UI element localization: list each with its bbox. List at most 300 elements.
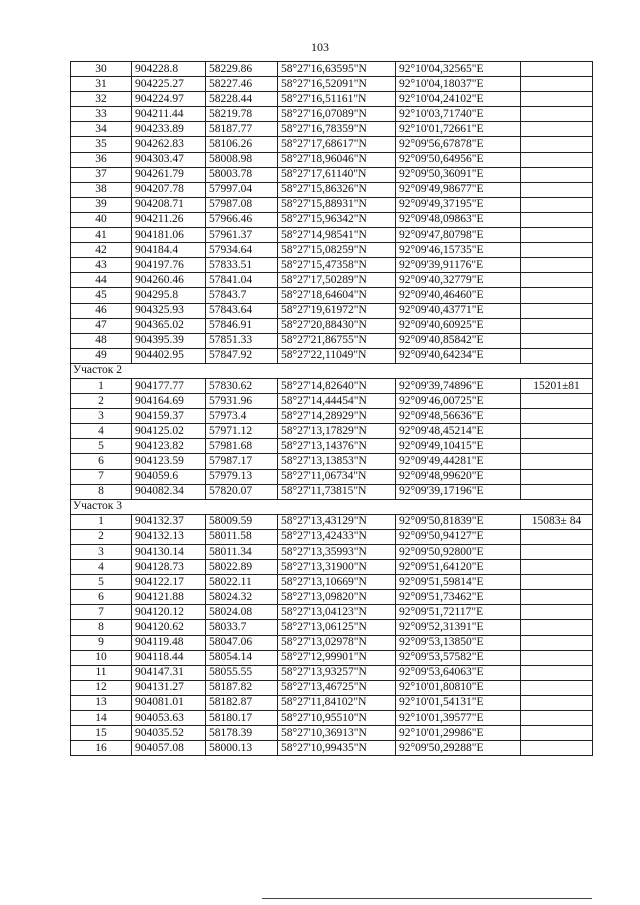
longitude-cell: 92°09'39,17196"E: [396, 484, 521, 499]
point-number-cell: 8: [71, 620, 132, 635]
y-coordinate-cell: 58106.26: [206, 137, 278, 152]
longitude-cell: 92°10'01,29986"E: [396, 726, 521, 741]
longitude-cell: 92°09'47,80798"E: [396, 228, 521, 243]
longitude-cell: 92°09'40,85842"E: [396, 333, 521, 348]
table-row: [71, 726, 593, 741]
longitude-cell: 92°09'40,43771"E: [396, 303, 521, 318]
point-number-cell: 37: [71, 167, 132, 182]
point-number-cell: 11: [71, 665, 132, 680]
latitude-cell: 58°27'13,06125"N: [278, 620, 396, 635]
y-coordinate-cell: 58008.98: [206, 152, 278, 167]
section-title: Участок 3: [71, 499, 593, 514]
table-row: [71, 92, 593, 107]
table-row: [71, 77, 593, 92]
area-cell: [521, 665, 593, 680]
y-coordinate-cell: 57851.33: [206, 333, 278, 348]
x-coordinate-cell: 904261.79: [132, 167, 206, 182]
table-row: [71, 303, 593, 318]
latitude-cell: 58°27'13,93257"N: [278, 665, 396, 680]
table-row: [71, 273, 593, 288]
table-row: [71, 454, 593, 469]
x-coordinate-cell: 904125.02: [132, 424, 206, 439]
x-coordinate-cell: 904402.95: [132, 348, 206, 363]
latitude-cell: 58°27'14,82640"N: [278, 378, 396, 393]
y-coordinate-cell: 58047.06: [206, 635, 278, 650]
y-coordinate-cell: 58182.87: [206, 695, 278, 710]
x-coordinate-cell: 904122.17: [132, 575, 206, 590]
point-number-cell: 1: [71, 514, 132, 529]
x-coordinate-cell: 904128.73: [132, 560, 206, 575]
y-coordinate-cell: 57987.08: [206, 197, 278, 212]
area-cell: [521, 409, 593, 424]
latitude-cell: 58°27'22,11049"N: [278, 348, 396, 363]
table-row: [71, 695, 593, 710]
y-coordinate-cell: 57961.37: [206, 228, 278, 243]
longitude-cell: 92°10'01,39577"E: [396, 711, 521, 726]
y-coordinate-cell: 58009.59: [206, 514, 278, 529]
area-cell: [521, 560, 593, 575]
y-coordinate-cell: 58054.14: [206, 650, 278, 665]
point-number-cell: 4: [71, 424, 132, 439]
latitude-cell: 58°27'13,43129"N: [278, 514, 396, 529]
table-row: [71, 197, 593, 212]
point-number-cell: 2: [71, 394, 132, 409]
point-number-cell: 31: [71, 77, 132, 92]
latitude-cell: 58°27'13,04123"N: [278, 605, 396, 620]
x-coordinate-cell: 904121.88: [132, 590, 206, 605]
latitude-cell: 58°27'10,99435"N: [278, 741, 396, 756]
x-coordinate-cell: 904228.8: [132, 62, 206, 77]
coordinates-table: [70, 61, 593, 756]
point-number-cell: 5: [71, 439, 132, 454]
longitude-cell: 92°09'40,60925"E: [396, 318, 521, 333]
longitude-cell: 92°09'39,74896"E: [396, 378, 521, 393]
latitude-cell: 58°27'15,96342"N: [278, 212, 396, 227]
latitude-cell: 58°27'14,28929"N: [278, 409, 396, 424]
latitude-cell: 58°27'19,61972"N: [278, 303, 396, 318]
x-coordinate-cell: 904119.48: [132, 635, 206, 650]
latitude-cell: 58°27'13,02978"N: [278, 635, 396, 650]
longitude-cell: 92°09'56,67878"E: [396, 137, 521, 152]
longitude-cell: 92°09'40,64234"E: [396, 348, 521, 363]
table-row: [71, 529, 593, 544]
longitude-cell: 92°09'51,59814"E: [396, 575, 521, 590]
table-row: [71, 560, 593, 575]
point-number-cell: 47: [71, 318, 132, 333]
x-coordinate-cell: 904059.6: [132, 469, 206, 484]
x-coordinate-cell: 904081.01: [132, 695, 206, 710]
latitude-cell: 58°27'13,17829"N: [278, 424, 396, 439]
table-row: [71, 424, 593, 439]
point-number-cell: 10: [71, 650, 132, 665]
longitude-cell: 92°09'51,73462"E: [396, 590, 521, 605]
latitude-cell: 58°27'11,06734"N: [278, 469, 396, 484]
latitude-cell: 58°27'20,88430"N: [278, 318, 396, 333]
section-title: Участок 2: [71, 363, 593, 378]
latitude-cell: 58°27'13,42433"N: [278, 529, 396, 544]
point-number-cell: 33: [71, 107, 132, 122]
area-cell: 15201±81: [521, 378, 593, 393]
section-header-row: [71, 363, 593, 378]
x-coordinate-cell: 904225.27: [132, 77, 206, 92]
area-cell: [521, 333, 593, 348]
latitude-cell: 58°27'15,47358"N: [278, 258, 396, 273]
area-cell: [521, 303, 593, 318]
area-cell: [521, 212, 593, 227]
longitude-cell: 92°09'52,31391"E: [396, 620, 521, 635]
x-coordinate-cell: 904211.44: [132, 107, 206, 122]
point-number-cell: 43: [71, 258, 132, 273]
area-cell: [521, 650, 593, 665]
y-coordinate-cell: 57833.51: [206, 258, 278, 273]
x-coordinate-cell: 904035.52: [132, 726, 206, 741]
table-row: [71, 122, 593, 137]
y-coordinate-cell: 58219.78: [206, 107, 278, 122]
latitude-cell: 58°27'15,86326"N: [278, 182, 396, 197]
longitude-cell: 92°09'50,64956"E: [396, 152, 521, 167]
longitude-cell: 92°09'49,10415"E: [396, 439, 521, 454]
point-number-cell: 45: [71, 288, 132, 303]
x-coordinate-cell: 904130.14: [132, 545, 206, 560]
latitude-cell: 58°27'13,31900"N: [278, 560, 396, 575]
longitude-cell: 92°09'51,72117"E: [396, 605, 521, 620]
y-coordinate-cell: 57843.7: [206, 288, 278, 303]
table-row: [71, 620, 593, 635]
point-number-cell: 41: [71, 228, 132, 243]
latitude-cell: 58°27'21,86755"N: [278, 333, 396, 348]
table-row: [71, 394, 593, 409]
x-coordinate-cell: 904132.13: [132, 529, 206, 544]
longitude-cell: 92°09'48,56636"E: [396, 409, 521, 424]
latitude-cell: 58°27'17,50289"N: [278, 273, 396, 288]
x-coordinate-cell: 904260.46: [132, 273, 206, 288]
y-coordinate-cell: 57843.64: [206, 303, 278, 318]
x-coordinate-cell: 904120.12: [132, 605, 206, 620]
point-number-cell: 39: [71, 197, 132, 212]
table-row: [71, 711, 593, 726]
y-coordinate-cell: 58003.78: [206, 167, 278, 182]
latitude-cell: 58°27'15,88931"N: [278, 197, 396, 212]
table-row: [71, 182, 593, 197]
y-coordinate-cell: 58187.77: [206, 122, 278, 137]
table-row: [71, 288, 593, 303]
x-coordinate-cell: 904208.71: [132, 197, 206, 212]
area-cell: [521, 182, 593, 197]
y-coordinate-cell: 58229.86: [206, 62, 278, 77]
y-coordinate-cell: 57966.46: [206, 212, 278, 227]
table-row: [71, 545, 593, 560]
longitude-cell: 92°09'39,91176"E: [396, 258, 521, 273]
table-row: [71, 590, 593, 605]
point-number-cell: 14: [71, 711, 132, 726]
x-coordinate-cell: 904211.26: [132, 212, 206, 227]
x-coordinate-cell: 904197.76: [132, 258, 206, 273]
table-row: [71, 62, 593, 77]
longitude-cell: 92°09'40,46460"E: [396, 288, 521, 303]
x-coordinate-cell: 904262.83: [132, 137, 206, 152]
longitude-cell: 92°09'50,92800"E: [396, 545, 521, 560]
y-coordinate-cell: 58011.34: [206, 545, 278, 560]
point-number-cell: 2: [71, 529, 132, 544]
x-coordinate-cell: 904207.78: [132, 182, 206, 197]
area-cell: [521, 107, 593, 122]
y-coordinate-cell: 57971.12: [206, 424, 278, 439]
point-number-cell: 35: [71, 137, 132, 152]
latitude-cell: 58°27'16,78359"N: [278, 122, 396, 137]
table-row: [71, 212, 593, 227]
y-coordinate-cell: 58024.08: [206, 605, 278, 620]
latitude-cell: 58°27'13,46725"N: [278, 680, 396, 695]
point-number-cell: 42: [71, 243, 132, 258]
longitude-cell: 92°10'04,32565"E: [396, 62, 521, 77]
x-coordinate-cell: 904123.59: [132, 454, 206, 469]
latitude-cell: 58°27'14,44454"N: [278, 394, 396, 409]
x-coordinate-cell: 904325.93: [132, 303, 206, 318]
table-row: [71, 409, 593, 424]
y-coordinate-cell: 58011.58: [206, 529, 278, 544]
area-cell: [521, 711, 593, 726]
area-cell: [521, 77, 593, 92]
table-row: [71, 680, 593, 695]
area-cell: [521, 590, 593, 605]
y-coordinate-cell: 57830.62: [206, 378, 278, 393]
table-row: [71, 167, 593, 182]
latitude-cell: 58°27'17,61140"N: [278, 167, 396, 182]
table-row: [71, 665, 593, 680]
point-number-cell: 36: [71, 152, 132, 167]
area-cell: [521, 484, 593, 499]
x-coordinate-cell: 904177.77: [132, 378, 206, 393]
longitude-cell: 92°09'50,81839"E: [396, 514, 521, 529]
area-cell: [521, 575, 593, 590]
area-cell: [521, 726, 593, 741]
y-coordinate-cell: 58022.89: [206, 560, 278, 575]
x-coordinate-cell: 904303.47: [132, 152, 206, 167]
area-cell: 15083± 84: [521, 514, 593, 529]
x-coordinate-cell: 904120.62: [132, 620, 206, 635]
longitude-cell: 92°09'49,98677"E: [396, 182, 521, 197]
table-row: [71, 575, 593, 590]
y-coordinate-cell: 57846.91: [206, 318, 278, 333]
table-row: [71, 333, 593, 348]
x-coordinate-cell: 904295.8: [132, 288, 206, 303]
y-coordinate-cell: 58178.39: [206, 726, 278, 741]
latitude-cell: 58°27'13,10669"N: [278, 575, 396, 590]
area-cell: [521, 469, 593, 484]
table-row: [71, 741, 593, 756]
x-coordinate-cell: 904053.63: [132, 711, 206, 726]
y-coordinate-cell: 57973.4: [206, 409, 278, 424]
latitude-cell: 58°27'16,52091"N: [278, 77, 396, 92]
x-coordinate-cell: 904395.39: [132, 333, 206, 348]
table-row: [71, 152, 593, 167]
y-coordinate-cell: 57981.68: [206, 439, 278, 454]
y-coordinate-cell: 57931.96: [206, 394, 278, 409]
point-number-cell: 48: [71, 333, 132, 348]
x-coordinate-cell: 904123.82: [132, 439, 206, 454]
table-row: [71, 635, 593, 650]
latitude-cell: 58°27'13,35993"N: [278, 545, 396, 560]
area-cell: [521, 122, 593, 137]
point-number-cell: 5: [71, 575, 132, 590]
latitude-cell: 58°27'15,08259"N: [278, 243, 396, 258]
table-row: [71, 228, 593, 243]
area-cell: [521, 439, 593, 454]
area-cell: [521, 695, 593, 710]
longitude-cell: 92°09'48,99620"E: [396, 469, 521, 484]
area-cell: [521, 620, 593, 635]
area-cell: [521, 197, 593, 212]
longitude-cell: 92°09'40,32779"E: [396, 273, 521, 288]
y-coordinate-cell: 57934.64: [206, 243, 278, 258]
table-row: [71, 439, 593, 454]
y-coordinate-cell: 57987.17: [206, 454, 278, 469]
latitude-cell: 58°27'11,84102"N: [278, 695, 396, 710]
latitude-cell: 58°27'18,96046"N: [278, 152, 396, 167]
table-row: [71, 258, 593, 273]
latitude-cell: 58°27'10,36913"N: [278, 726, 396, 741]
area-cell: [521, 529, 593, 544]
table-row: [71, 378, 593, 393]
point-number-cell: 15: [71, 726, 132, 741]
latitude-cell: 58°27'13,13853"N: [278, 454, 396, 469]
y-coordinate-cell: 57820.07: [206, 484, 278, 499]
x-coordinate-cell: 904057.08: [132, 741, 206, 756]
y-coordinate-cell: 58187.82: [206, 680, 278, 695]
point-number-cell: 9: [71, 635, 132, 650]
point-number-cell: 38: [71, 182, 132, 197]
latitude-cell: 58°27'13,14376"N: [278, 439, 396, 454]
area-cell: [521, 288, 593, 303]
area-cell: [521, 545, 593, 560]
latitude-cell: 58°27'10,95510"N: [278, 711, 396, 726]
latitude-cell: 58°27'16,51161"N: [278, 92, 396, 107]
x-coordinate-cell: 904147.31: [132, 665, 206, 680]
y-coordinate-cell: 57979.13: [206, 469, 278, 484]
longitude-cell: 92°10'01,72661"E: [396, 122, 521, 137]
longitude-cell: 92°09'50,36091"E: [396, 167, 521, 182]
longitude-cell: 92°09'53,57582"E: [396, 650, 521, 665]
longitude-cell: 92°10'04,18037"E: [396, 77, 521, 92]
y-coordinate-cell: 58022.11: [206, 575, 278, 590]
point-number-cell: 7: [71, 605, 132, 620]
longitude-cell: 92°09'49,44281"E: [396, 454, 521, 469]
area-cell: [521, 318, 593, 333]
section-header-row: [71, 499, 593, 514]
table-row: [71, 650, 593, 665]
table-row: [71, 243, 593, 258]
longitude-cell: 92°09'51,64120"E: [396, 560, 521, 575]
point-number-cell: 16: [71, 741, 132, 756]
point-number-cell: 6: [71, 454, 132, 469]
area-cell: [521, 243, 593, 258]
x-coordinate-cell: 904181.06: [132, 228, 206, 243]
table-row: [71, 348, 593, 363]
x-coordinate-cell: 904365.02: [132, 318, 206, 333]
point-number-cell: 6: [71, 590, 132, 605]
longitude-cell: 92°09'46,15735"E: [396, 243, 521, 258]
latitude-cell: 58°27'16,63595"N: [278, 62, 396, 77]
longitude-cell: 92°09'53,13850"E: [396, 635, 521, 650]
x-coordinate-cell: 904224.97: [132, 92, 206, 107]
latitude-cell: 58°27'12,99901"N: [278, 650, 396, 665]
table-row: [71, 484, 593, 499]
x-coordinate-cell: 904159.37: [132, 409, 206, 424]
longitude-cell: 92°09'50,29288"E: [396, 741, 521, 756]
point-number-cell: 44: [71, 273, 132, 288]
area-cell: [521, 394, 593, 409]
area-cell: [521, 228, 593, 243]
table-row: [71, 605, 593, 620]
point-number-cell: 4: [71, 560, 132, 575]
y-coordinate-cell: 57997.04: [206, 182, 278, 197]
y-coordinate-cell: 58055.55: [206, 665, 278, 680]
table-row: [71, 137, 593, 152]
y-coordinate-cell: 58000.13: [206, 741, 278, 756]
longitude-cell: 92°09'46,00725"E: [396, 394, 521, 409]
y-coordinate-cell: 58180.17: [206, 711, 278, 726]
point-number-cell: 13: [71, 695, 132, 710]
latitude-cell: 58°27'11,73815"N: [278, 484, 396, 499]
page-number: 103: [311, 40, 329, 54]
table-row: [71, 318, 593, 333]
area-cell: [521, 62, 593, 77]
point-number-cell: 46: [71, 303, 132, 318]
area-cell: [521, 152, 593, 167]
point-number-cell: 49: [71, 348, 132, 363]
x-coordinate-cell: 904132.37: [132, 514, 206, 529]
x-coordinate-cell: 904082.34: [132, 484, 206, 499]
point-number-cell: 34: [71, 122, 132, 137]
area-cell: [521, 635, 593, 650]
y-coordinate-cell: 58033.7: [206, 620, 278, 635]
latitude-cell: 58°27'16,07089"N: [278, 107, 396, 122]
latitude-cell: 58°27'13,09820"N: [278, 590, 396, 605]
latitude-cell: 58°27'18,64604"N: [278, 288, 396, 303]
bottom-rule: [262, 898, 592, 899]
point-number-cell: 12: [71, 680, 132, 695]
area-cell: [521, 454, 593, 469]
area-cell: [521, 167, 593, 182]
table-row: [71, 514, 593, 529]
area-cell: [521, 605, 593, 620]
longitude-cell: 92°10'01,54131"E: [396, 695, 521, 710]
longitude-cell: 92°09'48,09863"E: [396, 212, 521, 227]
area-cell: [521, 137, 593, 152]
longitude-cell: 92°09'48,45214"E: [396, 424, 521, 439]
table-row: [71, 469, 593, 484]
y-coordinate-cell: 58228.44: [206, 92, 278, 107]
area-cell: [521, 273, 593, 288]
y-coordinate-cell: 57841.04: [206, 273, 278, 288]
area-cell: [521, 741, 593, 756]
longitude-cell: 92°09'50,94127"E: [396, 529, 521, 544]
point-number-cell: 3: [71, 409, 132, 424]
area-cell: [521, 92, 593, 107]
y-coordinate-cell: 57847.92: [206, 348, 278, 363]
table-row: [71, 107, 593, 122]
longitude-cell: 92°09'53,64063"E: [396, 665, 521, 680]
area-cell: [521, 348, 593, 363]
longitude-cell: 92°09'49,37195"E: [396, 197, 521, 212]
point-number-cell: 30: [71, 62, 132, 77]
y-coordinate-cell: 58227.46: [206, 77, 278, 92]
x-coordinate-cell: 904118.44: [132, 650, 206, 665]
point-number-cell: 32: [71, 92, 132, 107]
area-cell: [521, 424, 593, 439]
point-number-cell: 40: [71, 212, 132, 227]
x-coordinate-cell: 904233.89: [132, 122, 206, 137]
